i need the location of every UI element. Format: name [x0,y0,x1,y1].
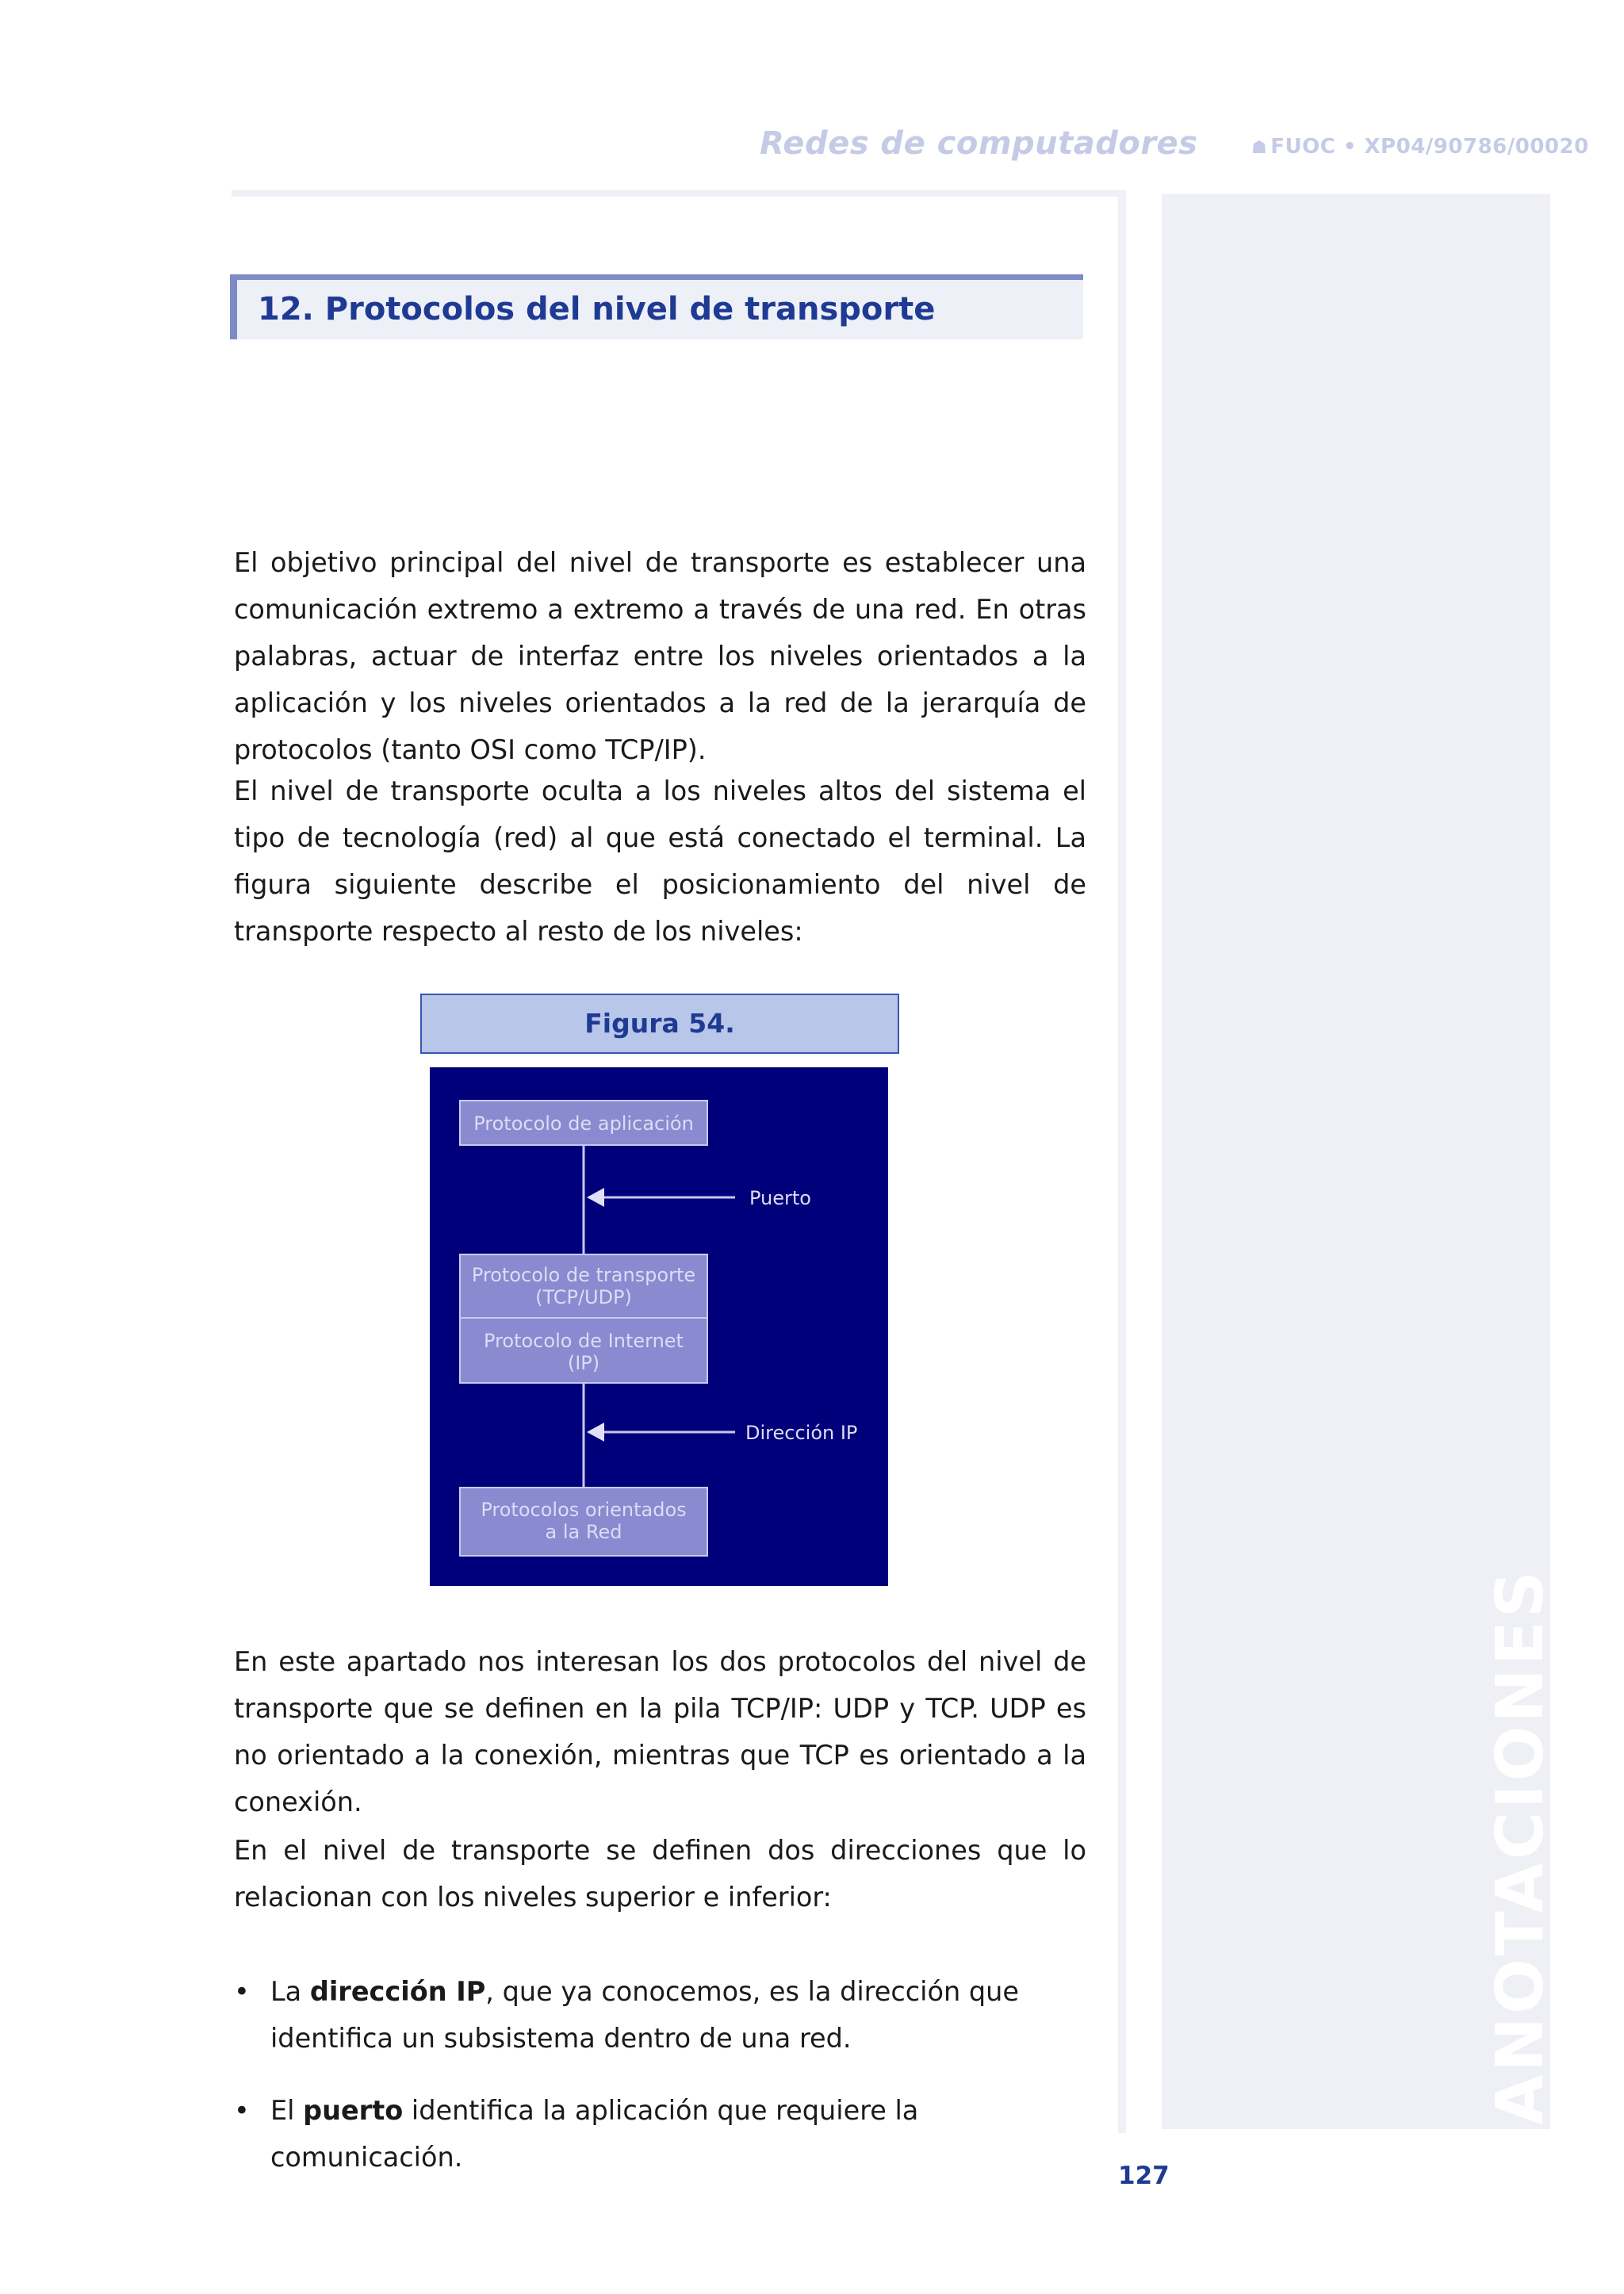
book-title: Redes de computadores [760,125,1198,162]
figure-diagram [430,1067,888,1586]
box-transport-label-2: (TCP/UDP) [535,1286,632,1308]
paragraph-3: En este apartado nos interesan los dos protocolos del nivel de transporte que se definen en la pila TCP/IP: UDP y TCP. UDP es no orientado a la conexión, mientras que TCP es orientado a la conexión. [234,1646,1086,1817]
arrow-puerto-label: Puerto [749,1187,811,1209]
bullet-term: dirección IP [309,1976,486,2007]
bullet-marker: • [234,1976,250,2007]
paragraph-2: El nivel de transporte oculta a los niveles altos del sistema el tipo de tecnología (red) al que está conectado el terminal. La figura siguiente describe el posicionamiento del nivel de transporte respecto al resto de los niveles: [234,776,1086,947]
bullet-marker: • [234,2095,250,2126]
box-application-label: Protocolo de aplicación [473,1113,694,1135]
document-reference [1251,135,1589,159]
box-transport-label-1: Protocolo de transporte [471,1264,696,1286]
bullet-pre: El [270,2095,304,2126]
bullet-term: puerto [303,2095,404,2126]
bullet-pre: La [270,1976,310,2007]
header-rule [232,190,1124,197]
section-title: 12. Protocolos del nivel de transporte [258,291,936,327]
box-network-label-2: a la Red [545,1521,622,1543]
figure-caption: Figura 54. [420,994,899,1054]
box-internet-label-1: Protocolo de Internet [484,1330,684,1352]
column-divider [1118,190,1126,2133]
bullet-post: identifica la aplicación que requiere la comunicación. [270,2095,919,2173]
document-reference-code: FUOC • XP04/90786/00020 [1270,135,1589,159]
paragraph-4: En el nivel de transporte se definen dos direcciones que lo relacionan con los niveles superior e inferior: [234,1835,1086,1913]
bullet-text [270,2087,1086,2181]
section-heading [230,274,1083,339]
uoc-logo-icon: ☗ [1251,138,1268,158]
annotations-label: ANOTACIONES [1483,1568,1558,2125]
bullet-post: , que ya conocemos, es la dirección que identifica un subsistema dentro de una red. [270,1976,1019,2054]
box-network-label-1: Protocolos orientados [481,1499,687,1521]
paragraph-1: El objetivo principal del nivel de transporte es establecer una comunicación extremo a extremo a través de una red. En otras palabras, actuar de interfaz entre los niveles orientados a la aplicación y los niveles orientados a la red de la jerarquía de protocolos (tanto OSI como TCP/IP). [234,547,1086,765]
bullet-text [270,1968,1086,2062]
page-number: 127 [1118,2162,1170,2190]
arrow-ip-label: Dirección IP [745,1422,858,1444]
box-internet-label-2: (IP) [567,1352,600,1374]
